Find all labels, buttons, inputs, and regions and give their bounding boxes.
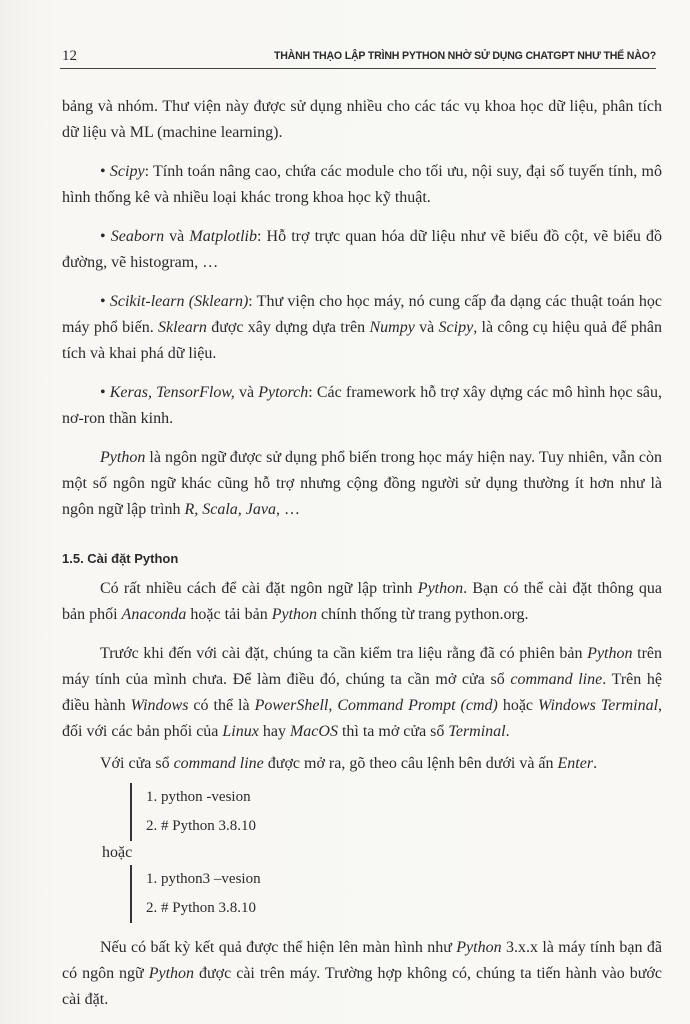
code-block-python3	[130, 865, 662, 923]
paragraph-install-ways: Có rất nhiều cách để cài đặt ngôn ngữ lập trình Python. Bạn có thể cài đặt thông qua bản phối Anaconda hoặc tải bản Python chính thống từ trang python.org.	[62, 580, 662, 623]
page-content	[62, 94, 662, 1013]
running-title: THÀNH THẠO LẬP TRÌNH PYTHON NHỜ SỬ DỤNG CHATGPT NHƯ THẾ NÀO?	[273, 50, 656, 62]
section-heading: 1.5. Cài đặt Python	[62, 551, 179, 566]
bullet-keras: • Keras, TensorFlow, và Pytorch: Các framework hỗ trợ xây dựng các mô hình học sâu, nơ-ron thần kinh.	[62, 384, 662, 427]
bullet-scipy: • Scipy: Tính toán nâng cao, chứa các module cho tối ưu, nội suy, đại số tuyến tính, mô hình thống kê và nhiều loại khác trong khoa học kỹ thuật.	[62, 163, 662, 206]
page-number: 12	[62, 48, 77, 64]
code-block-python	[130, 783, 662, 841]
code-line: 2. # Python 3.8.10	[146, 818, 257, 834]
page-header	[60, 46, 656, 69]
paragraph-result: Nếu có bất kỳ kết quả được thể hiện lên màn hình như Python 3.x.x là máy tính bạn đã có ngôn ngữ Python được cài trên máy. Trường hợp không có, chúng ta tiến hành vào bước cài đặt.	[62, 939, 663, 1008]
paragraph-check-version: Trước khi đến với cài đặt, chúng ta cần kiểm tra liệu rằng đã có phiên bản Python trên máy tính của mình chưa. Để làm điều đó, chúng ta cần mở cửa sổ command line. Trên hệ điều hành Windows có thể là PowerShell, Command Prompt (cmd) hoặc Windows Terminal, đối với các bản phối của Linux hay MacOS thì ta mở cửa sổ Terminal.	[62, 645, 663, 740]
paragraph-type-command: Với cửa sổ command line được mở ra, gõ theo câu lệnh bên dưới và ấn Enter.	[100, 755, 598, 772]
bullet-sklearn: • Scikit-learn (Sklearn): Thư viện cho học máy, nó cung cấp đa dạng các thuật toán học máy phổ biến. Sklearn được xây dựng dựa trên Numpy và Scipy, là công cụ hiệu quả để phân tích và khai phá dữ liệu.	[62, 293, 663, 362]
paragraph-python-ml: Python là ngôn ngữ được sử dụng phổ biến trong học máy hiện nay. Tuy nhiên, vẫn còn một số ngôn ngữ khác cũng hỗ trợ nhưng cộng đồng người sử dụng thường ít hơn như là ngôn ngữ lập trình R, Scala, Java, …	[62, 449, 662, 518]
paragraph-pandas-end: bảng và nhóm. Thư viện này được sử dụng nhiều cho các tác vụ khoa học dữ liệu, phân tích dữ liệu và ML (machine learning).	[62, 98, 662, 141]
code-line: 1. python3 –vesion	[146, 871, 261, 887]
code-line: 2. # Python 3.8.10	[146, 900, 257, 916]
lib-name: Scipy	[109, 163, 145, 180]
bullet-seaborn-matplotlib: • Seaborn và Matplotlib: Hỗ trợ trực quan hóa dữ liệu như vẽ biểu đồ cột, vẽ biểu đồ đường, vẽ histogram, …	[62, 228, 662, 271]
or-label: hoặc	[102, 844, 133, 861]
code-line: 1. python -vesion	[146, 789, 251, 805]
